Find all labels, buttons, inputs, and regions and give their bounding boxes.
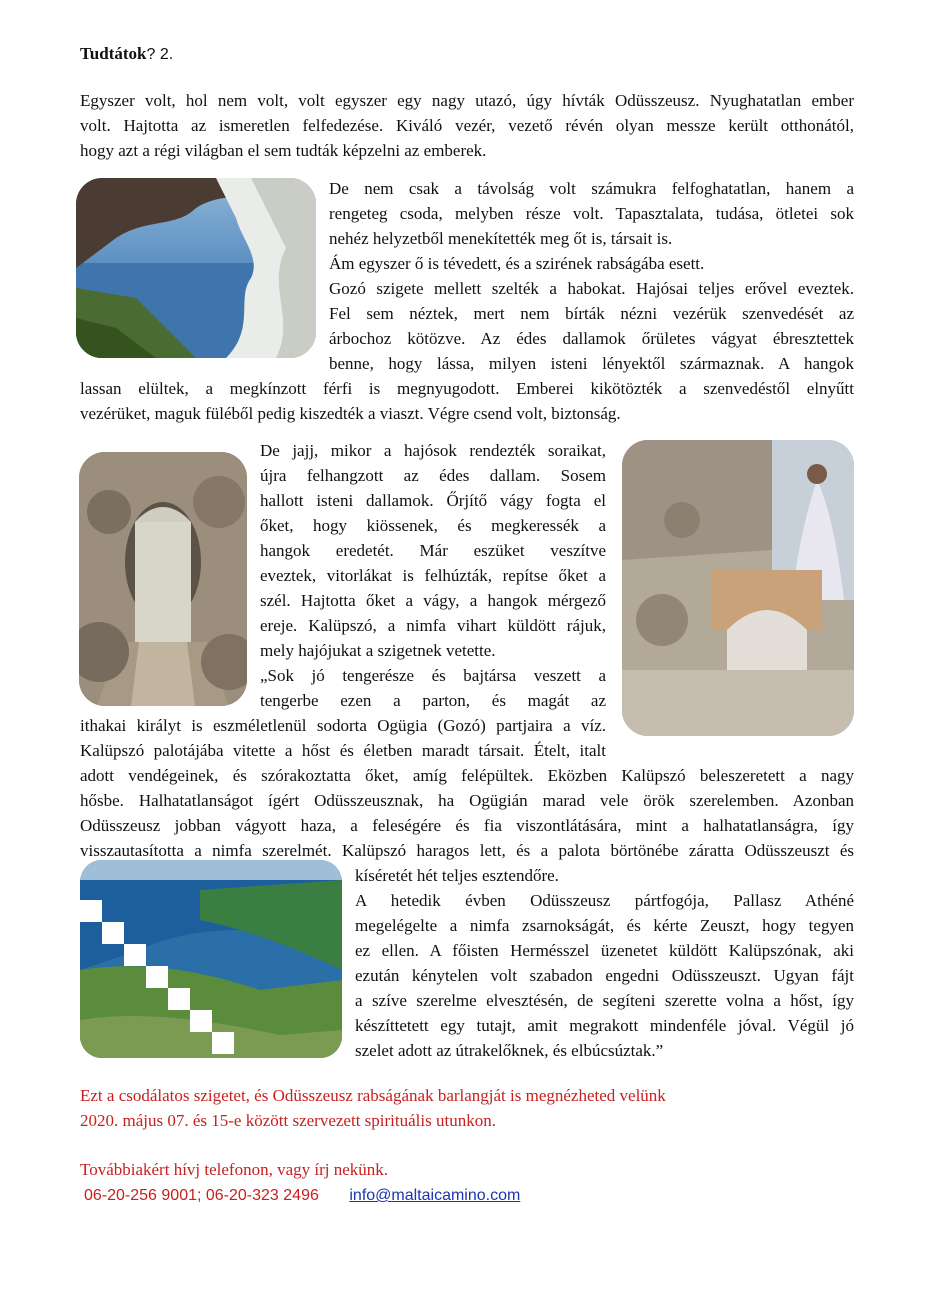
text-line: mely hajójukat a szigetnek vetette.	[260, 641, 496, 660]
promo-line: 2020. május 07. és 15-e között szervezett spirituális utunkon.	[80, 1111, 496, 1130]
text-line: Odüsszeusz jobban vágyott haza, a feleségére és fia viszontlátására, mint a halhatatlanságra, így	[80, 816, 854, 835]
intro-paragraph	[80, 88, 854, 163]
text-line: hallott isteni dallamok. Őrjítő vágy fogta el	[260, 491, 606, 510]
promo-text	[80, 1083, 666, 1133]
contact-line: Továbbiakért hívj telefonon, vagy írj nekünk.	[80, 1160, 389, 1179]
text-line: eveztek, vitorlákat is felhúzták, repítse őket a	[260, 566, 606, 585]
text-line: hogy azt a régi világban el sem tudták képzelni az emberek.	[80, 141, 487, 160]
text-line: készíttetett egy tutajt, amit megrakott mindenféle jóval. Végül jó	[355, 1016, 854, 1035]
text-line: vezérüket, maguk füléből pedig kiszedték a viaszt. Végre csend volt, biztonság.	[80, 404, 621, 423]
text-line: rengeteg csoda, melyben része volt. Tapasztalata, tudása, ötletei sok	[329, 204, 854, 223]
story-paragraph-3	[260, 438, 606, 713]
text-line: Kalüpszó palotájába vitette a hőst és életben maradt társait. Ételt, italt	[80, 741, 606, 760]
text-line: megelégelte a nimfa zsarnokságát, és kérte Zeuszt, hogy tegyen	[355, 916, 854, 935]
gozo-coast-photo	[80, 860, 342, 1058]
text-line: visszautasította a nimfa szerelmét. Kalüpszó haragos lett, és a palota börtönébe záratta Odüsszeuszt és	[80, 841, 854, 860]
story-paragraph-2-continued	[80, 376, 854, 426]
text-line: a szíve szerelme elvesztésén, de segíteni szerette volna a hőst, így	[355, 991, 854, 1010]
story-paragraph-4	[355, 863, 854, 1063]
text-line: Gozó szigete mellett szelték a habokat. Hajósai teljes erővel eveztek.	[329, 279, 854, 298]
text-line: benne, hogy lássa, milyen isteni lényektől származnak. A hangok	[329, 354, 854, 373]
email-link[interactable]: info@maltaicamino.com	[349, 1187, 521, 1204]
contact-details	[84, 1182, 520, 1208]
text-line: De jajj, mikor a hajósok rendezték soraikat,	[260, 441, 606, 460]
text-line: ereje. Kalüpszó, a nimfa vihart küldött rájuk,	[260, 616, 606, 635]
text-line: lassan elültek, a megkínzott férfi is megnyugodott. Emberei kikötözték a szenvedéstől elnyűtt	[80, 379, 854, 398]
text-line: hangok eredetét. Már eszüket veszítve	[260, 541, 606, 560]
story-paragraph-3-continued	[80, 763, 854, 863]
cave-wall-nymph-photo	[622, 440, 854, 736]
story-paragraph-3-wide	[80, 713, 606, 763]
text-line: adott vendégeinek, és szórakoztatta őket, amíg felépültek. Eközben Kalüpszó beleszeretett a nagy	[80, 766, 854, 785]
text-line: ezután kénytelen volt szabadon engedni Odüsszeuszt. Ugyan fájt	[355, 966, 854, 985]
text-line: szelet adott az útrakelőknek, és elbúcsúztak.”	[355, 1041, 664, 1060]
text-line: A hetedik évben Odüsszeusz pártfogója, Pallasz Athéné	[355, 891, 854, 910]
stone-tunnel-photo	[79, 452, 247, 706]
text-line: „Sok jó tengerésze és bajtársa veszett a	[260, 666, 606, 685]
text-line: újra felhangzott az édes dallam. Sosem	[260, 466, 606, 485]
text-line: árbochoz kötözve. Az édes dallamok őrületes vágyat ébresztettek	[329, 329, 854, 348]
text-line: Ám egyszer ő is tévedett, és a szirének rabságába esett.	[329, 254, 705, 273]
text-line: Egyszer volt, hol nem volt, volt egyszer egy nagy utazó, úgy hívták Odüsszeusz. Nyughatatlan ember	[80, 91, 854, 110]
text-line: ez ellen. A főisten Hermésszel üzenetet küldött Kalüpszónak, aki	[355, 941, 854, 960]
phone-numbers: 06-20-256 9001; 06-20-323 2496	[84, 1187, 319, 1204]
text-line: Fel sem néztek, mert nem bírták nézni vezérük szenvedését az	[329, 304, 854, 323]
story-paragraph-2	[329, 176, 854, 376]
title-number: ? 2.	[146, 46, 174, 63]
text-line: tengerbe ezen a parton, és magát az	[260, 691, 606, 710]
text-line: nehéz helyzetből menekítették meg őt is, társait is.	[329, 229, 673, 248]
text-line: szél. Hajtotta őket a vágy, a hangok mérgező	[260, 591, 606, 610]
text-line: De nem csak a távolság volt számukra felfoghatatlan, hanem a	[329, 179, 854, 198]
text-line: őket, hogy kiössenek, és megkeressék a	[260, 516, 606, 535]
text-line: kíséretét hét teljes esztendőre.	[355, 866, 559, 885]
sea-cave-photo	[76, 178, 316, 358]
text-line: hősbe. Halhatatlanságot ígért Odüsszeusznak, ha Ogügián marad vele örök szerelemben. Azonban	[80, 791, 854, 810]
text-line: volt. Hajtotta az ismeretlen felfedezése. Kiváló vezér, vezető révén olyan messze került otthonától,	[80, 116, 854, 135]
text-line: ithakai királyt is eszméletlenül sodorta Ogügia (Gozó) partjaira a víz.	[80, 716, 606, 735]
page-title	[80, 44, 173, 64]
title-bold: Tudtátok	[80, 44, 147, 63]
promo-line: Ezt a csodálatos szigetet, és Odüsszeusz rabságának barlangját is megnézheted velünk	[80, 1086, 666, 1105]
